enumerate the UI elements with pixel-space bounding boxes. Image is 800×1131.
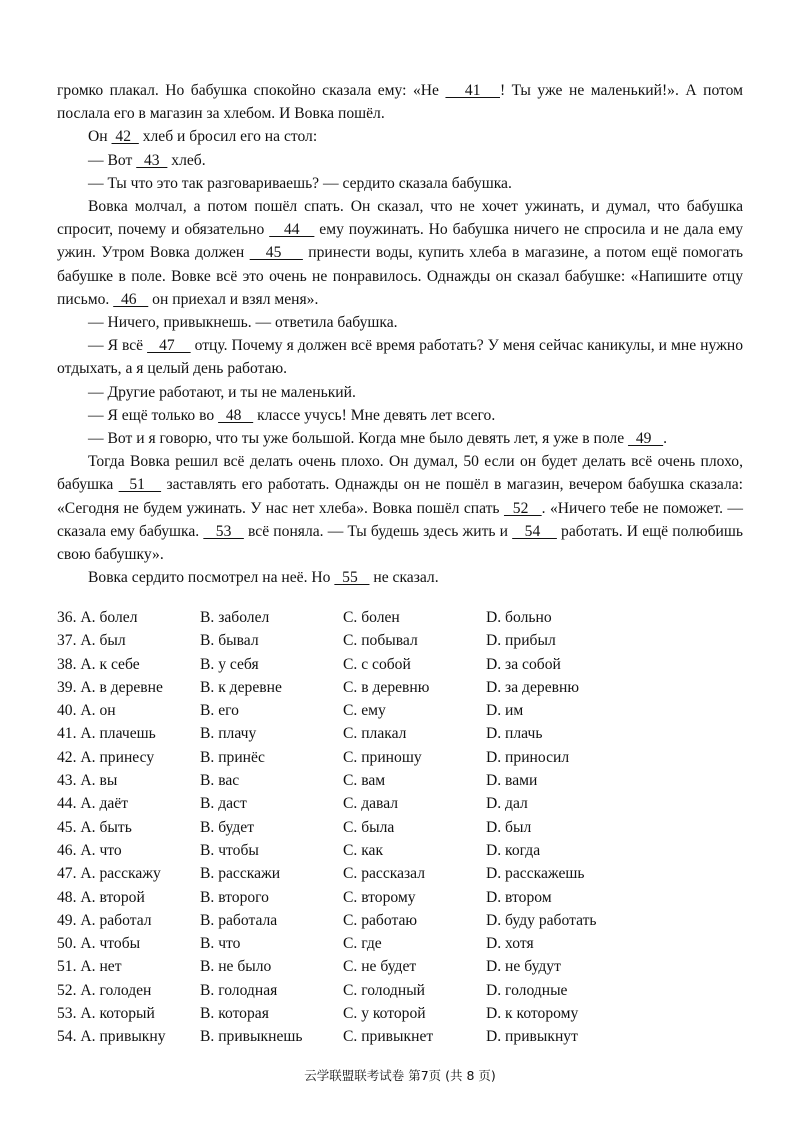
option-a — [57, 676, 200, 699]
option-c: C. у которой — [343, 1005, 426, 1023]
passage-paragraph — [57, 311, 743, 334]
question-options-row — [57, 862, 757, 885]
passage-text: всё поняла. — Ты будешь здесь жить и — [243, 522, 513, 540]
option-c: C. второму — [343, 888, 416, 906]
answer-options-list — [57, 606, 757, 1049]
option-b: B. второго — [200, 888, 269, 906]
passage-text: заставлять его работать. Однажды он не пошёл в магазин, вечером бабушка сказала: «Сегодня не будем ужинать. У нас нет хлеба». Вовка пошёл спать — [57, 476, 743, 517]
question-options-row — [57, 1002, 757, 1025]
option-c: C. побывал — [343, 632, 418, 650]
option-b: B. к деревне — [200, 678, 282, 696]
passage-paragraph — [57, 334, 743, 380]
question-options-row — [57, 606, 757, 629]
question-options-row — [57, 909, 757, 932]
question-number: 53. — [57, 1005, 77, 1023]
option-a — [57, 816, 200, 839]
cloze-blank: 49 — [628, 430, 664, 448]
passage-text: принести воды, купить хлеба в магазине, а потом ещё помогать бабушке в поле. Вовке всё это очень не понравилось. Однажды он сказал бабушке: «Напишите отцу письмо. — [57, 244, 743, 308]
option-b: B. даст — [200, 795, 247, 813]
passage-text: классе учусь! Мне девять лет всего. — [253, 406, 496, 424]
option-d: D. буду работать — [486, 911, 597, 929]
option-d: D. больно — [486, 609, 552, 626]
passage-paragraph — [57, 149, 743, 172]
passage-text: отцу. Почему я должен всё время работать? У меня сейчас каникулы, и мне нужно отдыхать, а я целый день работаю. — [57, 337, 743, 378]
passage-paragraph — [57, 125, 743, 148]
option-a — [57, 955, 200, 978]
question-number: 42. — [57, 748, 77, 766]
passage-paragraph — [57, 79, 743, 125]
option-a-text: А. чтобы — [80, 935, 141, 953]
question-options-row — [57, 699, 757, 722]
option-a-text: А. привыкну — [80, 1028, 166, 1046]
cloze-blank: 43 — [136, 151, 168, 169]
question-number: 46. — [57, 841, 77, 859]
question-number: 40. — [57, 702, 77, 720]
option-b: B. заболел — [200, 609, 270, 626]
passage-text: не сказал. — [369, 569, 439, 587]
option-b: B. привыкнешь — [200, 1028, 303, 1046]
option-d: D. вами — [486, 772, 538, 790]
cloze-blank: 44 — [269, 221, 315, 239]
cloze-blank: 48 — [218, 406, 254, 424]
option-c: C. приношу — [343, 748, 422, 766]
option-c: C. рассказал — [343, 865, 426, 883]
passage-text: Он — [88, 128, 112, 146]
option-c: C. привыкнет — [343, 1028, 434, 1046]
option-c: C. как — [343, 841, 384, 859]
question-options-row — [57, 979, 757, 1002]
passage-paragraph — [57, 172, 743, 195]
option-d: D. дал — [486, 795, 528, 813]
option-c: C. давал — [343, 795, 399, 813]
question-options-row — [57, 722, 757, 745]
question-options-row — [57, 653, 757, 676]
option-a-text: А. голоден — [80, 981, 152, 999]
question-number: 43. — [57, 772, 77, 790]
option-c: C. болен — [343, 609, 400, 626]
question-options-row — [57, 676, 757, 699]
option-a-text: А. был — [80, 632, 126, 650]
option-b: B. не было — [200, 958, 272, 976]
passage-paragraph — [57, 404, 743, 427]
question-number: 44. — [57, 795, 77, 813]
option-b: B. будет — [200, 818, 255, 836]
option-a-text: А. к себе — [80, 655, 140, 673]
passage-text: — Вот — [88, 151, 137, 169]
option-d: D. приносил — [486, 748, 570, 766]
passage-paragraph — [57, 195, 743, 311]
option-b: B. голодная — [200, 981, 278, 999]
option-c: C. ему — [343, 702, 386, 720]
option-d: D. к которому — [486, 1005, 579, 1023]
option-d: D. плачь — [486, 725, 543, 743]
option-d: D. был — [486, 818, 532, 836]
question-options-row — [57, 792, 757, 815]
option-b: B. принёс — [200, 748, 265, 766]
option-a — [57, 769, 200, 792]
option-a-text: А. болел — [80, 609, 138, 626]
passage-text: ему поужинать. Но бабушка ничего не спросила и не дала ему ужин. Утром Вовка должен — [57, 221, 744, 262]
option-d: D. не будут — [486, 958, 561, 976]
option-c: C. плакал — [343, 725, 407, 743]
cloze-blank: 52 — [503, 499, 542, 517]
option-a — [57, 653, 200, 676]
passage-text: Вовка молчал, а потом пошёл спать. Он сказал, что не хочет ужинать, и думал, что бабушка спросит, почему и обязательно — [57, 198, 743, 239]
question-number: 36. — [57, 609, 77, 626]
option-a — [57, 886, 200, 909]
option-c: C. была — [343, 818, 395, 836]
option-d: D. втором — [486, 888, 552, 906]
question-number: 38. — [57, 655, 77, 673]
reading-passage — [57, 79, 743, 589]
passage-text: — Ничего, привыкнешь. — ответила бабушка. — [88, 314, 398, 332]
passage-text: громко плакал. Но бабушка спокойно сказала ему: «Не — [57, 82, 446, 99]
question-options-row — [57, 955, 757, 978]
option-a — [57, 839, 200, 862]
option-a-text: А. быть — [80, 818, 132, 836]
cloze-blank: 51 — [118, 476, 162, 494]
option-a-text: А. расскажу — [80, 865, 161, 883]
passage-text: он приехал и взял меня». — [148, 290, 319, 308]
option-a-text: А. нет — [80, 958, 122, 976]
option-c: C. с собой — [343, 655, 411, 673]
option-c: C. в деревню — [343, 678, 430, 696]
question-number: 51. — [57, 958, 77, 976]
option-b: B. которая — [200, 1005, 269, 1023]
page-footer: 云学联盟联考试卷 第7页 (共 8 页) — [304, 1068, 496, 1083]
option-a-text: А. в деревне — [80, 678, 163, 696]
question-number: 52. — [57, 981, 77, 999]
option-d: D. расскажешь — [486, 865, 585, 883]
question-number: 54. — [57, 1028, 77, 1046]
cloze-blank: 42 — [111, 128, 139, 146]
option-d: D. хотя — [486, 935, 534, 953]
option-b: B. вас — [200, 772, 240, 790]
passage-text: — Ты что это так разговариваешь? — сердито сказала бабушка. — [88, 174, 512, 192]
option-a — [57, 909, 200, 932]
option-c: C. не будет — [343, 958, 417, 976]
option-a — [57, 699, 200, 722]
passage-paragraph — [57, 381, 743, 404]
passage-text: . «Ничего тебе не поможет. — сказала ему бабушка. — [57, 499, 743, 540]
cloze-blank: 55 — [334, 569, 370, 587]
option-a-text: А. принесу — [80, 748, 155, 766]
question-options-row — [57, 886, 757, 909]
option-a-text: А. работал — [80, 911, 152, 929]
cloze-blank: 41 — [445, 82, 500, 99]
question-number: 48. — [57, 888, 77, 906]
passage-text: . — [663, 430, 668, 448]
option-a — [57, 746, 200, 769]
option-a — [57, 862, 200, 885]
option-a — [57, 722, 200, 745]
option-d: D. за деревню — [486, 678, 579, 696]
cloze-blank: 53 — [203, 522, 244, 540]
option-a-text: А. что — [80, 841, 122, 859]
passage-paragraph — [57, 566, 743, 589]
passage-text: хлеб. — [167, 151, 206, 169]
option-b: B. чтобы — [200, 841, 259, 859]
question-options-row — [57, 816, 757, 839]
question-number: 37. — [57, 632, 77, 650]
option-d: D. прибыл — [486, 632, 556, 650]
option-a-text: А. даёт — [80, 795, 129, 813]
question-number: 41. — [57, 725, 77, 743]
passage-text: — Вот и я говорю, что ты уже большой. Когда мне было девять лет, я уже в поле — [88, 430, 629, 448]
passage-text: — Я всё — [88, 337, 148, 355]
question-options-row — [57, 746, 757, 769]
option-d: D. когда — [486, 841, 541, 859]
option-a — [57, 629, 200, 652]
question-number: 49. — [57, 911, 77, 929]
option-b: B. его — [200, 702, 239, 720]
cloze-blank: 54 — [512, 522, 557, 540]
option-a — [57, 979, 200, 1002]
question-options-row — [57, 839, 757, 862]
option-b: B. у себя — [200, 655, 259, 673]
option-d: D. им — [486, 702, 524, 720]
option-a-text: А. он — [80, 702, 116, 720]
option-d: D. голодные — [486, 981, 568, 999]
passage-text: работать. И ещё полюбишь свою бабушку». — [57, 522, 743, 564]
passage-text: хлеб и бросил его на стол: — [138, 128, 318, 146]
option-c: C. голодный — [343, 981, 426, 999]
passage-paragraph — [57, 427, 743, 450]
option-b: B. что — [200, 935, 241, 953]
option-c: C. вам — [343, 772, 386, 790]
option-b: B. бывал — [200, 632, 259, 650]
passage-text: ! Ты уже не маленький!». А потом послала его в магазин за хлебом. И Вовка пошёл. — [57, 82, 744, 123]
option-a — [57, 932, 200, 955]
cloze-blank: 46 — [113, 290, 149, 308]
option-c: C. работаю — [343, 911, 418, 929]
passage-paragraph — [57, 450, 743, 566]
option-a-text: А. вы — [80, 772, 118, 790]
option-b: B. плачу — [200, 725, 257, 743]
option-a-text: А. плачешь — [80, 725, 156, 743]
option-a-text: А. второй — [80, 888, 145, 906]
question-options-row — [57, 932, 757, 955]
passage-text: Вовка сердито посмотрел на неё. Но — [88, 569, 335, 587]
question-number: 39. — [57, 678, 77, 696]
option-a-text: А. который — [80, 1005, 155, 1023]
option-b: B. работала — [200, 911, 278, 929]
question-number: 50. — [57, 935, 77, 953]
question-options-row — [57, 1025, 757, 1048]
option-a — [57, 606, 200, 629]
question-options-row — [57, 769, 757, 792]
question-options-row — [57, 629, 757, 652]
option-c: C. где — [343, 935, 382, 953]
option-b: B. расскажи — [200, 865, 281, 883]
cloze-blank: 45 — [249, 244, 303, 262]
cloze-blank: 47 — [147, 337, 191, 355]
passage-text: Тогда Вовка решил всё делать очень плохо. Он думал, 50 если он будет делать всё очень плохо, бабушка — [57, 453, 743, 494]
question-number: 45. — [57, 818, 77, 836]
passage-text: — Другие работают, и ты не маленький. — [88, 383, 356, 401]
option-a — [57, 1002, 200, 1025]
option-a — [57, 1025, 200, 1048]
question-number: 47. — [57, 865, 77, 883]
passage-text: — Я ещё только во — [88, 406, 219, 424]
option-a — [57, 792, 200, 815]
option-d: D. за собой — [486, 655, 561, 673]
option-d: D. привыкнут — [486, 1028, 578, 1046]
